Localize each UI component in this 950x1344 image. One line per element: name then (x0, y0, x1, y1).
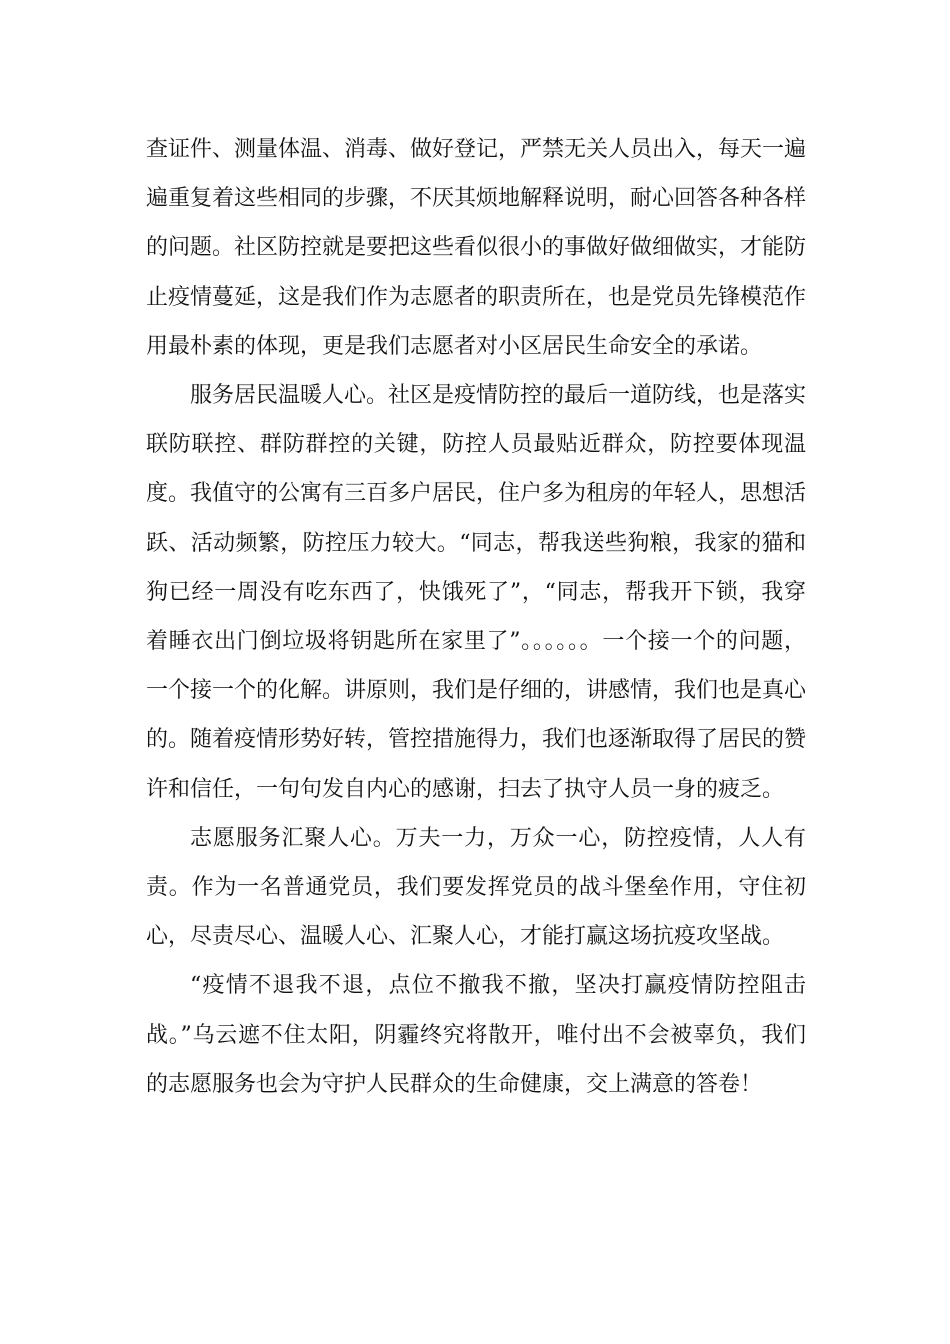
paragraph-closing: “疫情不退我不退，点位不撤我不撤，坚决打赢疫情防控阻击战。”乌云遮不住太阳，阴霾终究将散开，唯付出不会被辜负，我们的志愿服务也会为守护人民群众的生命健康，交上满意的答卷！ (146, 973, 806, 1097)
document-body (146, 125, 806, 1109)
paragraph-continued: 查证件、测量体温、消毒、做好登记，严禁无关人员出入，每天一遍遍重复着这些相同的步骤，不厌其烦地解释说明，耐心回答各种各样的问题。社区防控就是要把这些看似很小的事做好做细做实，才能防止疫情蔓延，这是我们作为志愿者的职责所在，也是党员先锋模范作用最朴素的体现，更是我们志愿者对小区居民生命安全的承诺。 (146, 137, 807, 359)
paragraph-volunteer-gather: 志愿服务汇聚人心。万夫一力，万众一心，防控疫情，人人有责。作为一名普通党员，我们要发挥党员的战斗堡垒作用，守住初心，尽责尽心、温暖人心、汇聚人心，才能打赢这场抗疫攻坚战。 (146, 825, 806, 950)
paragraph-serve-residents: 服务居民温暖人心。社区是疫情防控的最后一道防线，也是落实联防联控、群防群控的关键，防控人员最贴近群众，防控要体现温度。我值守的公寓有三百多户居民，住户多为租房的年轻人，思想活跃、活动频繁，防控压力较大。“同志，帮我送些狗粮，我家的猫和狗已经一周没有吃东西了，快饿死了”，“同志，帮我开下锁，我穿着睡衣出门倒垃圾将钥匙所在家里了”。。。。。。一个接一个的问题，一个接一个的化解。讲原则，我们是仔细的，讲感情，我们也是真心的。随着疫情形势好转，管控措施得力，我们也逐渐取得了居民的赞许和信任，一句句发自内心的感谢，扫去了执守人员一身的疲乏。 (146, 383, 807, 802)
